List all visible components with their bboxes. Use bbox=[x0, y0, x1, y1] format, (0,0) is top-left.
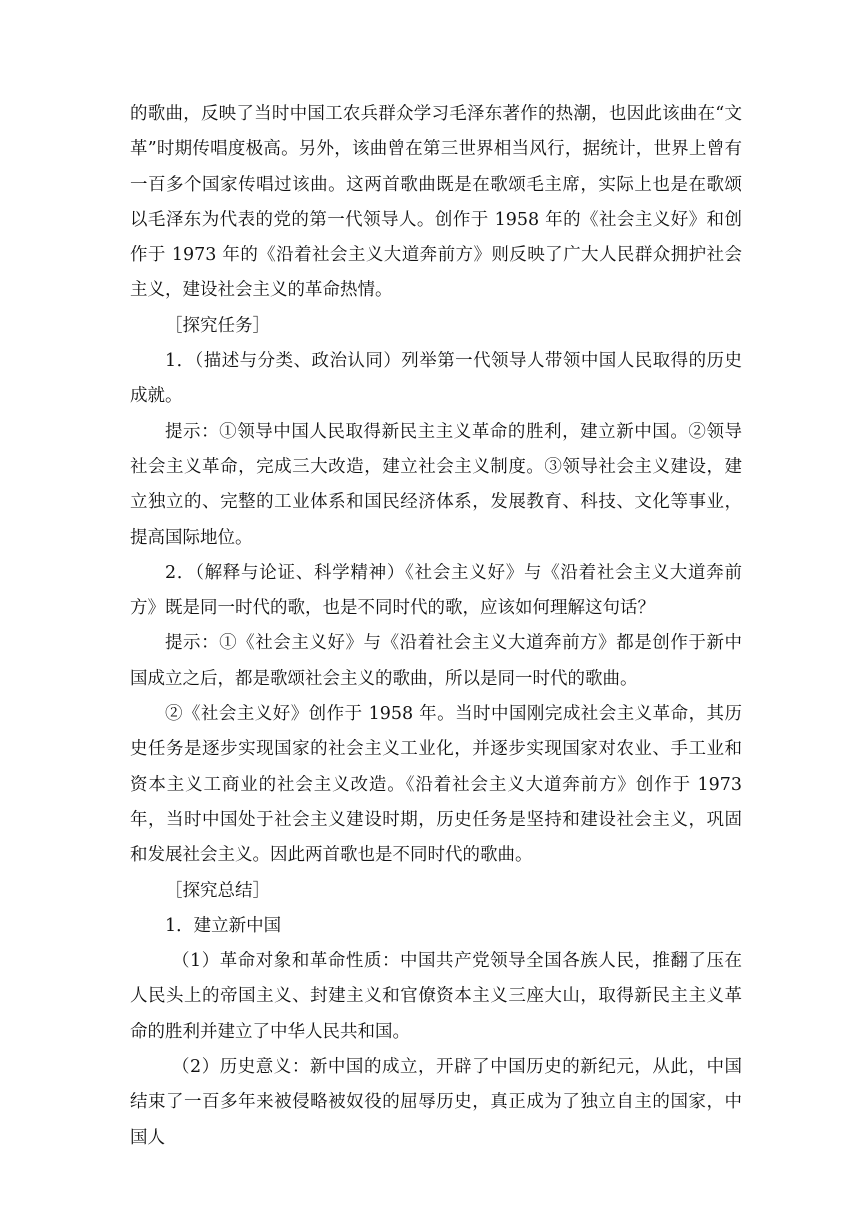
heading-inquiry-summary: ［探究总结］ bbox=[165, 880, 270, 901]
hint-1: 提示：①领导中国人民取得新民主主义革命的胜利，建立新中国。②领导社会主义革命，完成三大改造，建立社会主义制度。③领导社会主义建设，建立独立的、完整的工业体系和国民经济体系，发展教育、科技、文化等事业，提高国际地位。 bbox=[130, 421, 742, 548]
summary-item-1-title: 1．建立新中国 bbox=[165, 915, 282, 936]
question-2: 2．（解释与论证、科学精神）《社会主义好》与《沿着社会主义大道奔前方》既是同一时代的歌，也是不同时代的歌，应该如何理解这句话？ bbox=[130, 562, 742, 619]
hint-2-part-1: 提示：①《社会主义好》与《沿着社会主义大道奔前方》都是创作于新中国成立之后，都是歌颂社会主义的歌曲，所以是同一时代的歌曲。 bbox=[130, 633, 742, 689]
document-body bbox=[130, 97, 742, 1156]
question-1: 1．（描述与分类、政治认同）列举第一代领导人带领中国人民取得的历史成就。 bbox=[130, 351, 742, 407]
summary-item-1-point-2: （2）历史意义：新中国的成立，开辟了中国历史的新纪元，从此，中国结束了一百多年来被侵略被奴役的屈辱历史，真正成为了独立自主的国家，中国人 bbox=[130, 1057, 742, 1148]
paragraph-song-background: 的歌曲，反映了当时中国工农兵群众学习毛泽东著作的热潮，也因此该曲在“文革”时期传唱度极高。另外，该曲曾在第三世界相当风行，据统计，世界上曾有一百多个国家传唱过该曲。这两首歌曲既是在歌颂毛主席，实际上也是在歌颂以毛泽东为代表的党的第一代领导人。创作于 1958 年的《社会主义好》和创作于 1973 年的《沿着社会主义大道奔前方》则反映了广大人民群众拥护社会主义，建设社会主义的革命热情。 bbox=[130, 104, 742, 301]
summary-item-1-point-1: （1）革命对象和革命性质：中国共产党领导全国各族人民，推翻了压在人民头上的帝国主义、封建主义和官僚资本主义三座大山，取得新民主主义革命的胜利并建立了中华人民共和国。 bbox=[130, 951, 742, 1042]
heading-inquiry-task: ［探究任务］ bbox=[165, 315, 270, 336]
hint-2-part-2: ②《社会主义好》创作于 1958 年。当时中国刚完成社会主义革命，其历史任务是逐步实现国家的社会主义工业化，并逐步实现国家对农业、手工业和资本主义工商业的社会主义改造。《沿着社会主义大道奔前方》创作于 1973 年，当时中国处于社会主义建设时期，历史任务是坚持和建设社会主义，巩固和发展社会主义。因此两首歌也是不同时代的歌曲。 bbox=[130, 704, 742, 866]
